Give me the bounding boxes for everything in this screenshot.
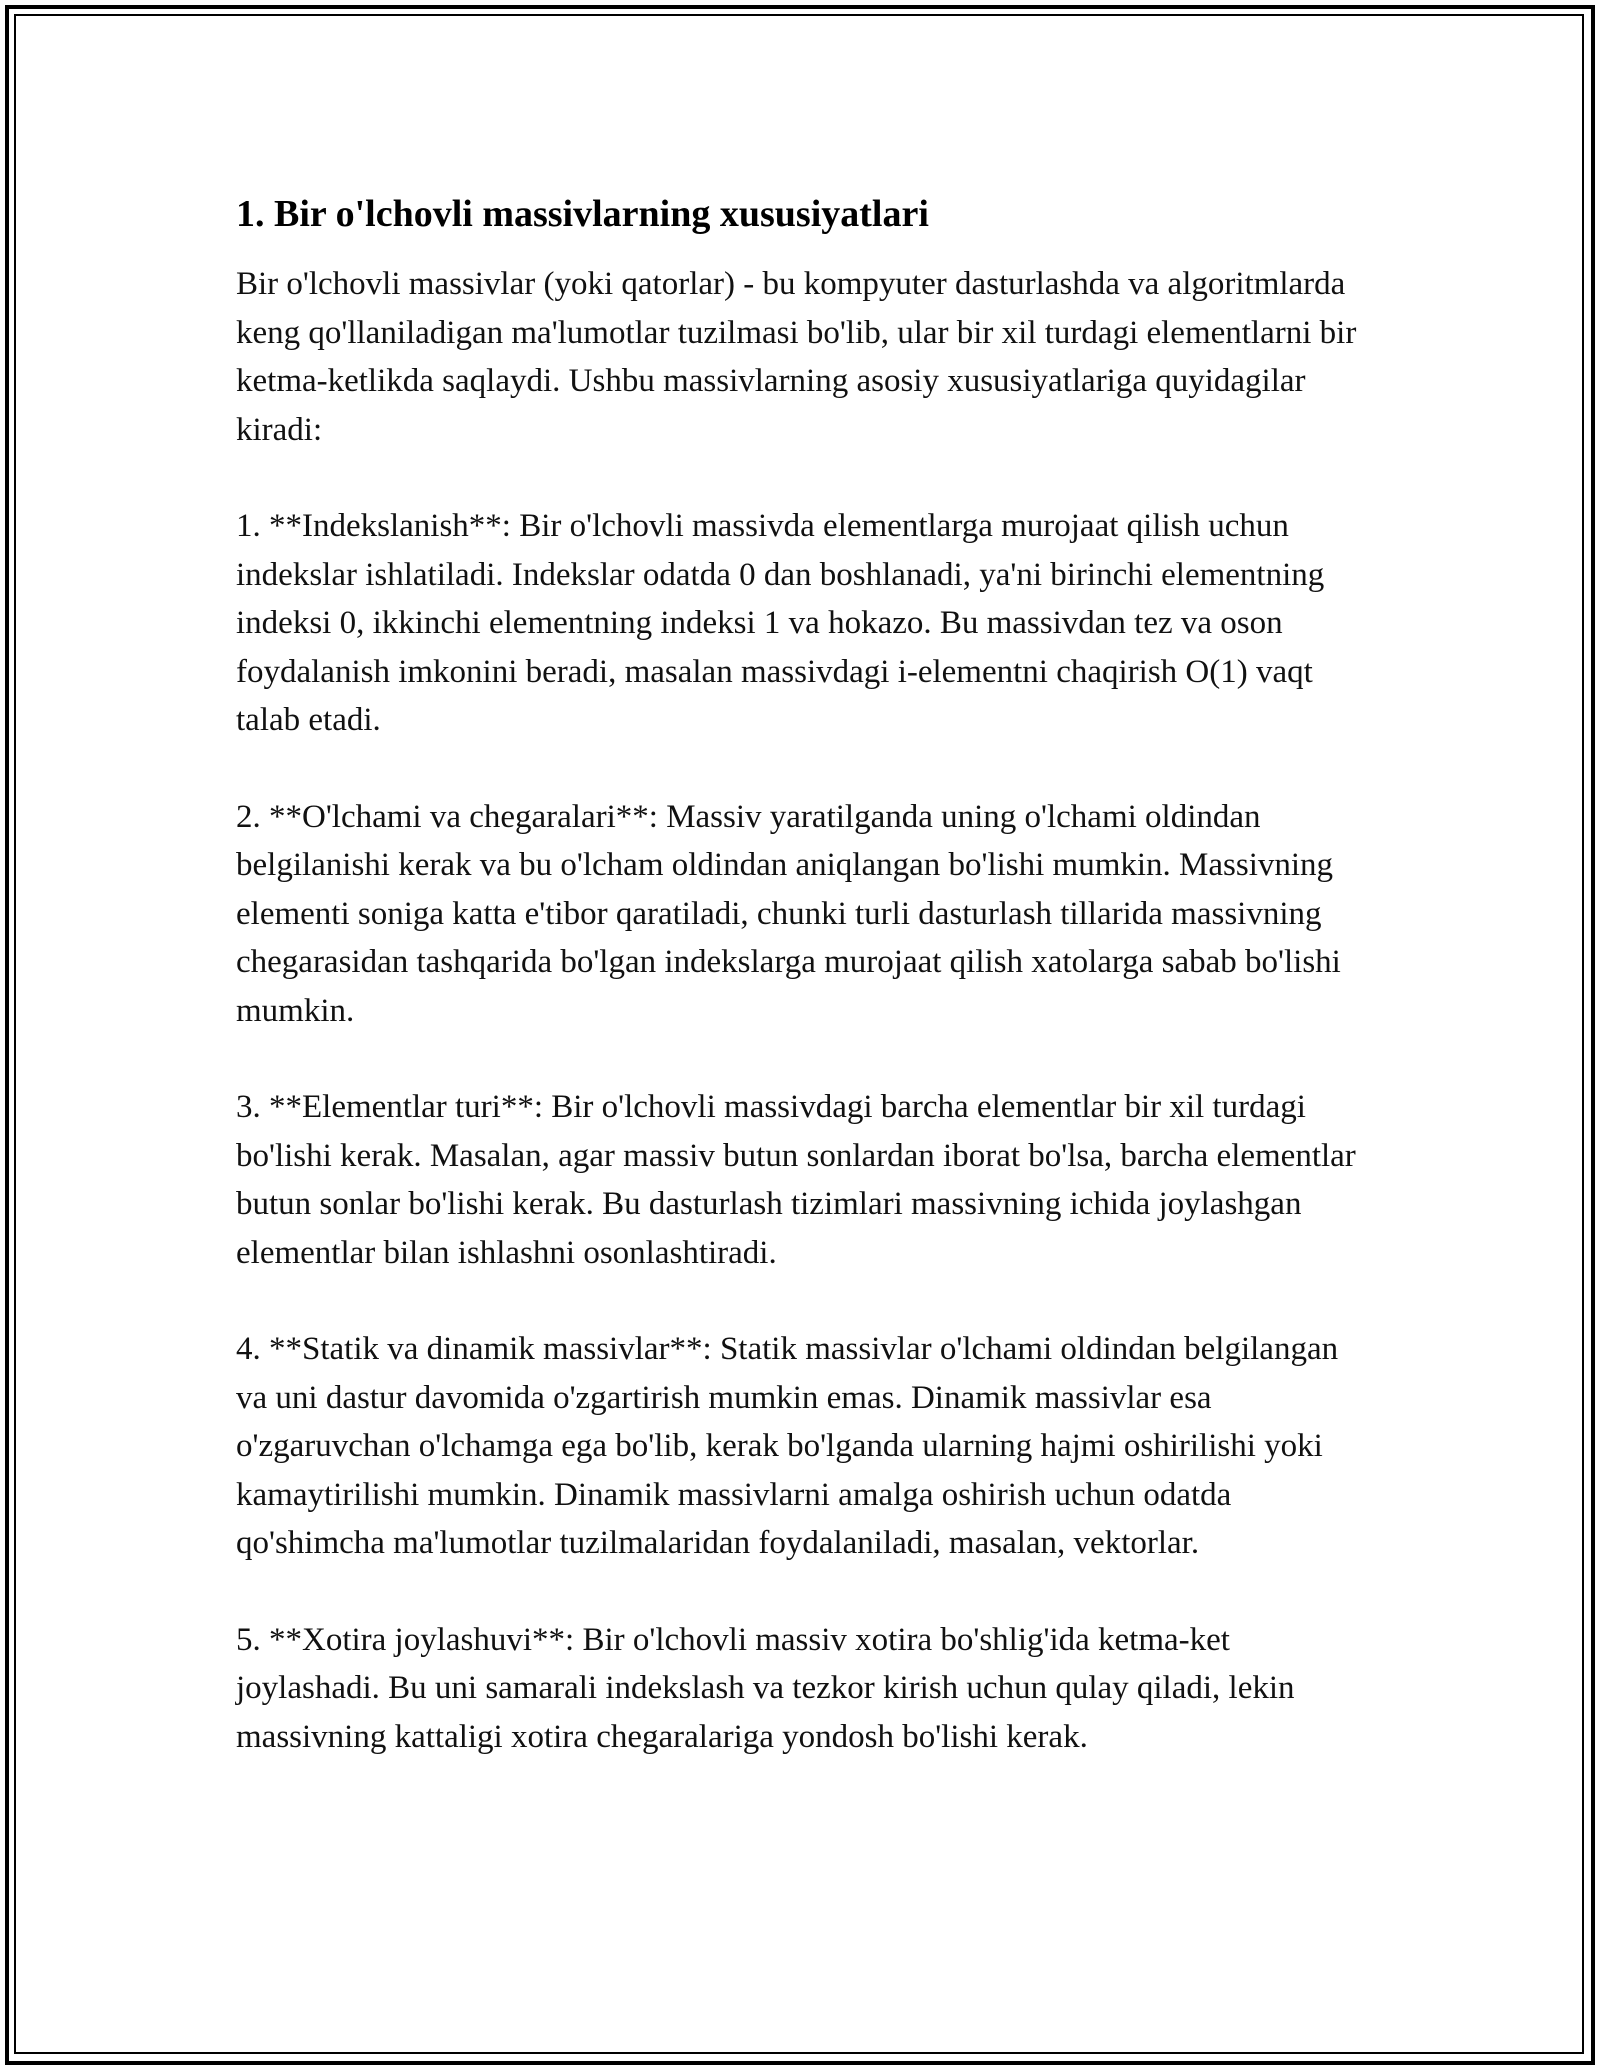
paragraph-xotira-joylashuvi: 5. **Xotira joylashuvi**: Bir o'lchovli massiv xotira bo'shlig'ida ketma-ket joylashadi. Bu uni samarali indekslash va tezkor kirish uchun qulay qiladi, lekin massivning kattaligi xotira chegaralariga yondosh bo'lishi kerak. xyxy=(236,1621,1295,1755)
intro-paragraph: Bir o'lchovli massivlar (yoki qatorlar) - bu kompyuter dasturlashda va algoritmlarda keng qo'llaniladigan ma'lumotlar tuzilmasi bo'lib, ular bir xil turdagi elementlarni bir ketma-ketlikda saqlaydi. Ushbu massivlarning asosiy xususiyatlariga quyidagilar kiradi: xyxy=(236,266,1357,448)
paragraph-elementlar-turi: 3. **Elementlar turi**: Bir o'lchovli massivdagi barcha elementlar bir xil turdagi bo'lishi kerak. Masalan, agar massiv butun sonlardan iborat bo'lsa, barcha elementlar butun sonlar bo'lishi kerak. Bu dasturlash tizimlari massivning ichida joylashgan elementlar bilan ishlashni osonlashtiradi. xyxy=(236,1089,1356,1271)
paragraph-statik-dinamik: 4. **Statik va dinamik massivlar**: Statik massivlar o'lchami oldindan belgilangan va uni dastur davomida o'zgartirish mumkin emas. Dinamik massivlar esa o'zgaruvchan o'lchamga ega bo'lib, kerak bo'lganda ularning hajmi oshirilishi yoki kamaytirilishi mumkin. Dinamik massivlarni amalga oshirish uchun odatda qo'shimcha ma'lumotlar tuzilmalaridan foydalaniladi, masalan, vektorlar. xyxy=(236,1331,1339,1561)
section-title: 1. Bir o'lchovli massivlarning xususiyatlari xyxy=(236,193,929,235)
document-body xyxy=(236,186,1366,1761)
paragraph-olchami-chegaralari: 2. **O'lchami va chegaralari**: Massiv yaratilganda uning o'lchami oldindan belgilanishi kerak va bu o'lcham oldindan aniqlangan bo'lishi mumkin. Massivning elementi soniga katta e'tibor qaratiladi, chunki turli dasturlash tillarida massivning chegarasidan tashqarida bo'lgan indekslarga murojaat qilish xatolarga sabab bo'lishi mumkin. xyxy=(236,798,1341,1029)
paragraph-indekslanish: 1. **Indekslanish**: Bir o'lchovli massivda elementlarga murojaat qilish uchun indekslar ishlatiladi. Indekslar odatda 0 dan boshlanadi, ya'ni birinchi elementning indeksi 0, ikkinchi elementning indeksi 1 va hokazo. Bu massivdan tez va oson foydalanish imkonini beradi, masalan massivdagi i-elementni chaqirish O(1) vaqt talab etadi. xyxy=(236,508,1325,738)
